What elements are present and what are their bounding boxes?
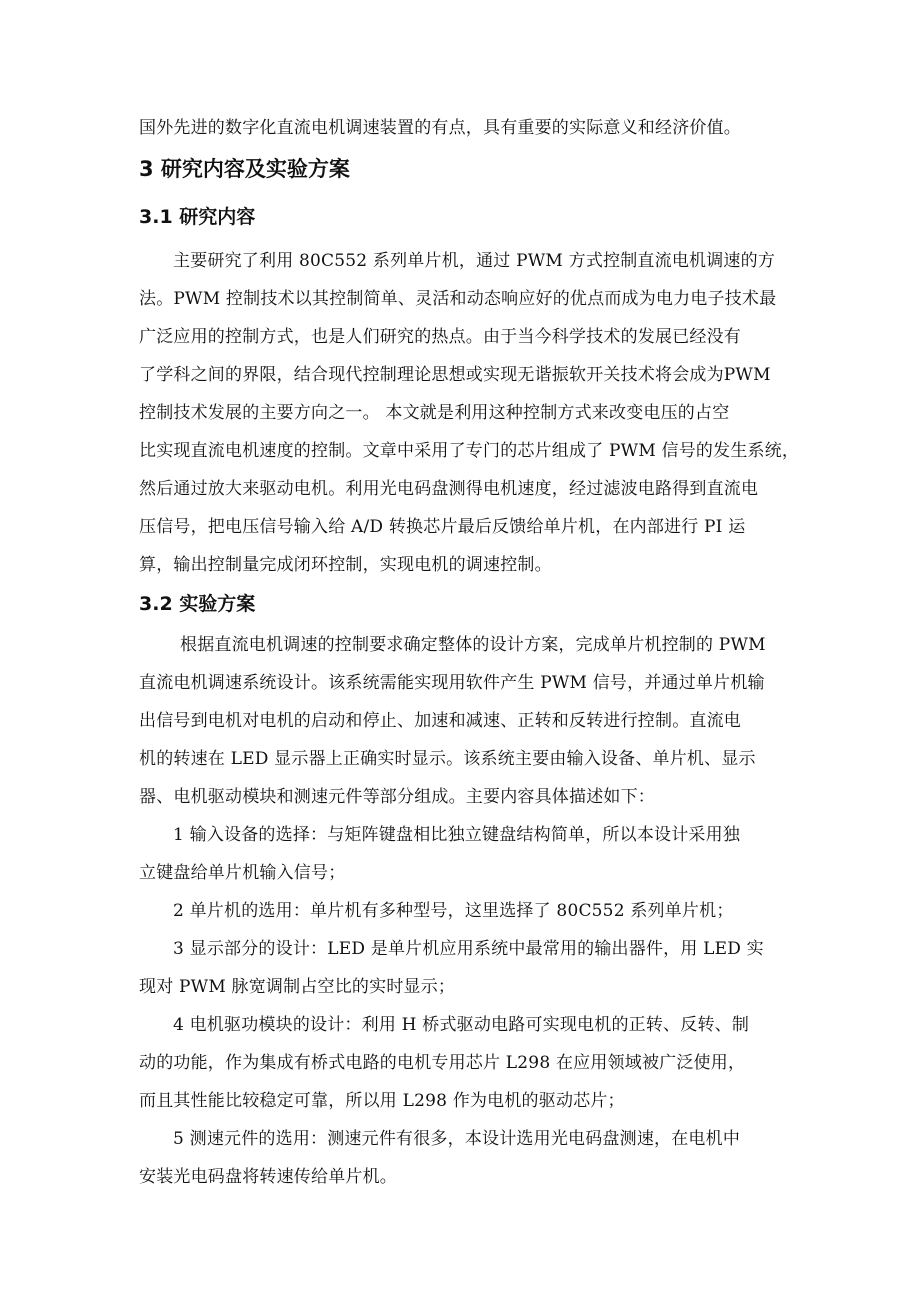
list-item-5-line: 5 测速元件的选用：测速元件有很多，本设计选用光电码盘测速，在电机中 bbox=[173, 1129, 741, 1149]
body-line: 机的转速在 LED 显示器上正确实时显示。该系统主要由输入设备、单片机、显示 bbox=[139, 749, 756, 769]
body-line: 了学科之间的界限，结合现代控制理论思想或实现无谐振软开关技术将会成为PWM bbox=[139, 365, 771, 385]
list-item-4-line: 4 电机驱功模块的设计：利用 H 桥式驱动电路可实现电机的正转、反转、制 bbox=[173, 1015, 750, 1035]
body-line: 控制技术发展的主要方向之一。 本文就是利用这种控制方式来改变电压的占空 bbox=[139, 403, 730, 423]
body-line: 法。PWM 控制技术以其控制简单、灵活和动态响应好的优点而成为电力电子技术最 bbox=[139, 289, 777, 309]
list-item-1-line: 1 输入设备的选择：与矩阵键盘相比独立键盘结构简单，所以本设计采用独 bbox=[173, 825, 741, 845]
body-line: 主要研究了利用 80C552 系列单片机，通过 PWM 方式控制直流电机调速的方 bbox=[173, 251, 776, 271]
intro-continuation-text: 国外先进的数字化直流电机调速装置的有点，具有重要的实际意义和经济价值。 bbox=[139, 118, 741, 138]
list-item-4-cont: 而且其性能比较稳定可靠，所以用 L298 作为电机的驱动芯片； bbox=[139, 1091, 625, 1111]
body-line: 算，输出控制量完成闭环控制，实现电机的调速控制。 bbox=[139, 555, 552, 575]
list-item-1-cont: 立键盘给单片机输入信号； bbox=[139, 863, 346, 883]
body-line: 比实现直流电机速度的控制。文章中采用了专门的芯片组成了 PWM 信号的发生系统， bbox=[139, 441, 800, 461]
section-3-heading: 3 研究内容及实验方案 bbox=[139, 157, 350, 181]
body-line: 根据直流电机调速的控制要求确定整体的设计方案，完成单片机控制的 PWM bbox=[180, 635, 766, 655]
body-line: 广泛应用的控制方式，也是人们研究的热点。由于当今科学技术的发展已经没有 bbox=[139, 327, 741, 347]
list-item-2-line: 2 单片机的选用：单片机有多种型号，这里选择了 80C552 系列单片机； bbox=[173, 901, 734, 921]
list-item-5-cont: 安装光电码盘将转速传给单片机。 bbox=[139, 1167, 397, 1187]
body-line: 器、电机驱动模块和测速元件等部分组成。主要内容具体描述如下： bbox=[139, 787, 655, 807]
body-line: 出信号到电机对电机的启动和停止、加速和减速、正转和反转进行控制。直流电 bbox=[139, 711, 741, 731]
section-3-2-heading: 3.2 实验方案 bbox=[139, 593, 256, 615]
body-line: 直流电机调速系统设计。该系统需能实现用软件产生 PWM 信号，并通过单片机输 bbox=[139, 673, 765, 693]
list-item-3-cont: 现对 PWM 脉宽调制占空比的实时显示； bbox=[139, 977, 456, 997]
list-item-4-cont: 动的功能，作为集成有桥式电路的电机专用芯片 L298 在应用领域被广泛使用， bbox=[139, 1053, 746, 1073]
body-line: 压信号，把电压信号输入给 A/D 转换芯片最后反馈给单片机，在内部进行 PI 运 bbox=[139, 517, 746, 537]
list-item-3-line: 3 显示部分的设计：LED 是单片机应用系统中最常用的输出器件，用 LED 实 bbox=[173, 939, 764, 959]
body-line: 然后通过放大来驱动电机。利用光电码盘测得电机速度，经过滤波电路得到直流电 bbox=[139, 479, 759, 499]
section-3-1-heading: 3.1 研究内容 bbox=[139, 206, 256, 228]
